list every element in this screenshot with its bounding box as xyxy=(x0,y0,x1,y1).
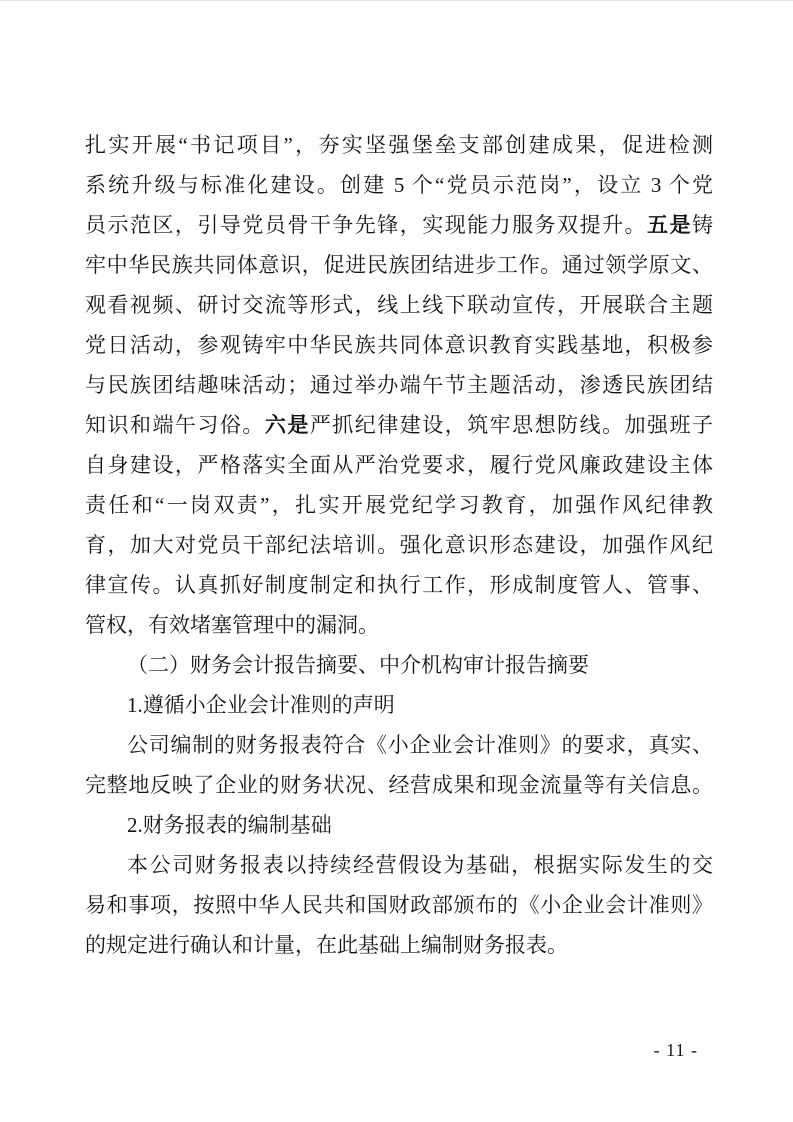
text-line xyxy=(85,805,713,845)
text-run: 本公司财务报表以持续经营假设为基础，根据实际发生的交 xyxy=(127,853,713,877)
document-body xyxy=(85,125,713,965)
text-run: 党日活动，参观铸牢中华民族共同体意识教育实践基地，积极参 xyxy=(85,333,713,357)
text-line xyxy=(85,725,713,765)
text-run: 育，加大对党员干部纪法培训。强化意识形态建设，加强作风纪 xyxy=(85,533,713,557)
scan-edge-line xyxy=(0,0,793,1)
text-run: 员示范区，引导党员骨干争先锋，实现能力服务双提升。 xyxy=(85,213,648,237)
text-run: 观看视频、研讨交流等形式，线上线下联动宣传，开展联合主题 xyxy=(85,293,713,317)
text-run: 公司编制的财务报表符合《小企业会计准则》的要求，真实、 xyxy=(127,733,713,757)
text-run: 知识和端午习俗。 xyxy=(85,413,265,437)
emphasis-run: 六是 xyxy=(264,413,310,437)
text-run: 1.遵循小企业会计准则的声明 xyxy=(127,693,395,717)
text-line xyxy=(85,325,713,365)
text-line xyxy=(85,405,713,445)
text-line xyxy=(85,845,713,885)
text-run: 管权，有效堵塞管理中的漏洞。 xyxy=(85,613,379,637)
emphasis-run: 五是 xyxy=(647,213,693,237)
text-line xyxy=(85,605,713,645)
text-run: 牢中华民族共同体意识，促进民族团结进步工作。通过领学原文、 xyxy=(85,253,713,277)
text-line xyxy=(85,365,713,405)
text-line xyxy=(85,565,713,605)
text-run: 严抓纪律建设，筑牢思想防线。加强班子 xyxy=(309,413,714,437)
text-line xyxy=(85,245,713,285)
text-line xyxy=(85,525,713,565)
text-run: 完整地反映了企业的财务状况、经营成果和现金流量等有关信息。 xyxy=(85,773,713,797)
text-run: 2.财务报表的编制基础 xyxy=(127,813,332,837)
text-line xyxy=(85,125,713,165)
text-run: 易和事项，按照中华人民共和国财政部颁布的《小企业会计准则》 xyxy=(85,893,713,917)
text-run: 的规定进行确认和计量，在此基础上编制财务报表。 xyxy=(85,933,568,957)
text-run: （二）财务会计报告摘要、中介机构审计报告摘要 xyxy=(127,653,589,677)
text-run: 与民族团结趣味活动；通过举办端午节主题活动，渗透民族团结 xyxy=(85,373,713,397)
text-line xyxy=(85,885,713,925)
text-run: 系统升级与标准化建设。创建 5 个“党员示范岗”，设立 3 个党 xyxy=(85,173,713,197)
text-line xyxy=(85,285,713,325)
text-line xyxy=(85,685,713,725)
text-run: 铸 xyxy=(692,213,714,237)
text-line xyxy=(85,445,713,485)
page-number: - 11 - xyxy=(653,1040,698,1060)
text-line xyxy=(85,765,713,805)
text-run: 责任和“一岗双责”，扎实开展党纪学习教育，加强作风纪律教 xyxy=(85,493,713,517)
text-run: 扎实开展“书记项目”，夯实坚强堡垒支部创建成果，促进检测 xyxy=(85,133,713,157)
text-line xyxy=(85,485,713,525)
section-heading xyxy=(85,645,713,685)
text-run: 律宣传。认真抓好制度制定和执行工作，形成制度管人、管事、 xyxy=(85,573,713,597)
text-line xyxy=(85,205,713,245)
text-run: 自身建设，严格落实全面从严治党要求，履行党风廉政建设主体 xyxy=(85,453,713,477)
text-line xyxy=(85,925,713,965)
text-line xyxy=(85,165,713,205)
